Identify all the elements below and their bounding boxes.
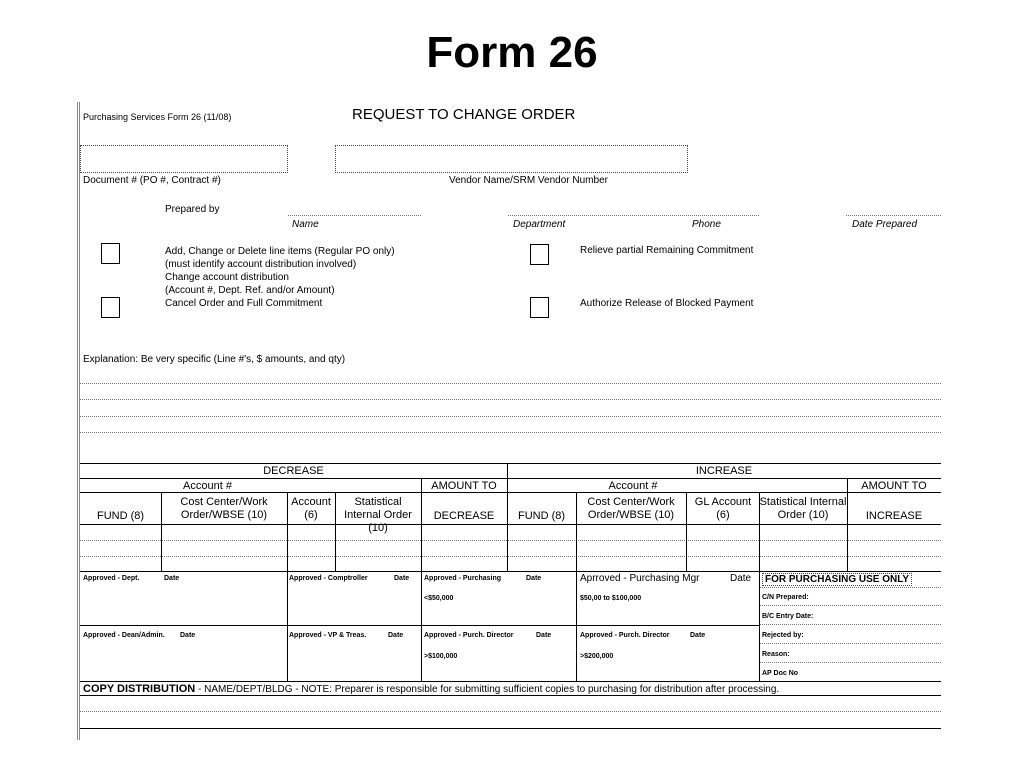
decrease-header: DECREASE xyxy=(263,465,324,477)
increase-header: INCREASE xyxy=(695,465,753,477)
director-threshold: >$100,000 xyxy=(424,653,458,660)
date-prepared-line[interactable] xyxy=(846,215,941,216)
approved-director2-date: Date xyxy=(690,632,706,639)
cost-center-col-decrease: Cost Center/Work Order/WBSE (10) xyxy=(180,496,268,521)
purchasing-use-only: FOR PURCHASING USE ONLY xyxy=(762,573,912,586)
explanation-line-4[interactable] xyxy=(80,432,941,433)
prepared-by-label: Prepared by xyxy=(165,204,220,215)
approved-dean-label: Approved - Dean/Admin. xyxy=(83,632,165,639)
cn-prepared-label: C/N Prepared: xyxy=(762,594,809,601)
approved-director-date: Date xyxy=(536,632,552,639)
copy-distribution-text: - NAME/DEPT/BLDG - NOTE: Preparer is responsible for submitting sufficient copies to purchasing for distribution after processing. xyxy=(195,684,780,695)
purchasing-threshold: <$50,000 xyxy=(424,595,454,602)
document-number-label: Document # (PO #, Contract #) xyxy=(83,175,221,186)
decrease-amount-col: DECREASE xyxy=(433,510,495,522)
explanation-label: Explanation: Be very specific (Line #'s, $ amounts, and qty) xyxy=(83,354,346,365)
approved-comptroller-label: Approved - Comptroller xyxy=(289,575,368,582)
authorize-release-label: Authorize Release of Blocked Payment xyxy=(580,298,754,309)
phone-caption: Phone xyxy=(692,219,721,230)
ap-doc-label: AP Doc No xyxy=(762,670,799,677)
fund-col-increase: FUND (8) xyxy=(517,510,566,522)
approved-comptroller-date: Date xyxy=(394,575,410,582)
fund-col-decrease: FUND (8) xyxy=(96,510,145,522)
amount-to-increase-header: AMOUNT TO xyxy=(861,480,927,492)
approved-dept-label: Approved - Dept. xyxy=(83,575,140,582)
account-col-decrease: Account (6) xyxy=(291,496,331,521)
approved-vp-label: Approved - VP & Treas. xyxy=(289,632,367,639)
explanation-line-3[interactable] xyxy=(80,416,941,417)
vendor-number-label: Vendor Name/SRM Vendor Number xyxy=(449,175,608,186)
increase-amount-col: INCREASE xyxy=(865,510,923,522)
approved-purchasing-date: Date xyxy=(526,575,542,582)
rejected-by-label: Rejected by: xyxy=(762,632,804,639)
page-title: Form 26 xyxy=(426,28,598,77)
table-row[interactable] xyxy=(80,540,941,541)
relieve-commitment-label: Relieve partial Remaining Commitment xyxy=(580,245,754,256)
name-caption: Name xyxy=(292,219,319,230)
line-items-checkbox[interactable] xyxy=(101,243,120,264)
statistical-order-col-decrease: Statistical Internal Order (10) xyxy=(344,496,412,534)
purchasing-line xyxy=(760,587,941,588)
increase-account-header: Account # xyxy=(608,480,658,492)
authorize-release-checkbox[interactable] xyxy=(530,297,549,318)
bc-entry-label: B/C Entry Date: xyxy=(762,613,814,620)
explanation-line-2[interactable] xyxy=(80,399,941,400)
approved-vp-date: Date xyxy=(388,632,404,639)
approved-purchasing-label: Approved - Purchasing xyxy=(424,575,502,582)
approved-dept-date: Date xyxy=(164,575,180,582)
date-prepared-caption: Date Prepared xyxy=(852,219,918,230)
change-account-note: (Account #, Dept. Ref. and/or Amount) xyxy=(165,285,335,296)
decrease-account-header: Account # xyxy=(183,480,232,492)
copy-distribution-line[interactable] xyxy=(80,711,941,712)
reason-label: Reason: xyxy=(762,651,790,658)
purchasing-line xyxy=(760,662,941,663)
form-heading: REQUEST TO CHANGE ORDER xyxy=(352,106,576,123)
approved-dean-date: Date xyxy=(180,632,196,639)
approved-director-label: Approved - Purch. Director xyxy=(424,632,514,639)
cost-center-col-increase: Cost Center/Work Order/WBSE (10) xyxy=(587,496,675,521)
approved-director2-label: Approved - Purch. Director xyxy=(580,632,670,639)
statistical-order-col-increase: Statistical Internal Order (10) xyxy=(759,496,847,521)
approved-mgr-label: Aprroved - Purchasing Mgr xyxy=(580,573,700,584)
relieve-commitment-checkbox[interactable] xyxy=(530,244,549,265)
mgr-threshold: $50,00 to $100,000 xyxy=(580,595,642,602)
copy-distribution xyxy=(83,683,779,695)
form-version: Purchasing Services Form 26 (11/08) xyxy=(83,112,232,122)
director2-threshold: >$200,000 xyxy=(580,653,614,660)
line-items-label: Add, Change or Delete line items (Regular PO only) xyxy=(165,246,395,257)
department-caption: Department xyxy=(513,219,566,230)
explanation-line-1[interactable] xyxy=(80,383,941,384)
cancel-order-label: Cancel Order and Full Commitment xyxy=(165,298,323,309)
line-items-option xyxy=(165,245,395,297)
approved-mgr-date: Date xyxy=(730,573,752,584)
document-number-field[interactable] xyxy=(80,145,288,173)
form-left-border xyxy=(77,102,80,740)
line-items-note: (must identify account distribution involved) xyxy=(165,259,357,270)
cancel-order-checkbox[interactable] xyxy=(101,297,120,318)
purchasing-line xyxy=(760,643,941,644)
amount-to-decrease-header: AMOUNT TO xyxy=(431,480,497,492)
purchasing-line xyxy=(760,624,941,625)
name-line[interactable] xyxy=(288,215,421,216)
copy-distribution-label: COPY DISTRIBUTION xyxy=(83,683,196,695)
change-account-label: Change account distribution xyxy=(165,272,289,283)
purchasing-line xyxy=(760,605,941,606)
vendor-number-field[interactable] xyxy=(335,145,688,173)
table-row[interactable] xyxy=(80,556,941,557)
department-phone-line[interactable] xyxy=(508,215,759,216)
gl-account-col: GL Account (6) xyxy=(694,496,752,521)
